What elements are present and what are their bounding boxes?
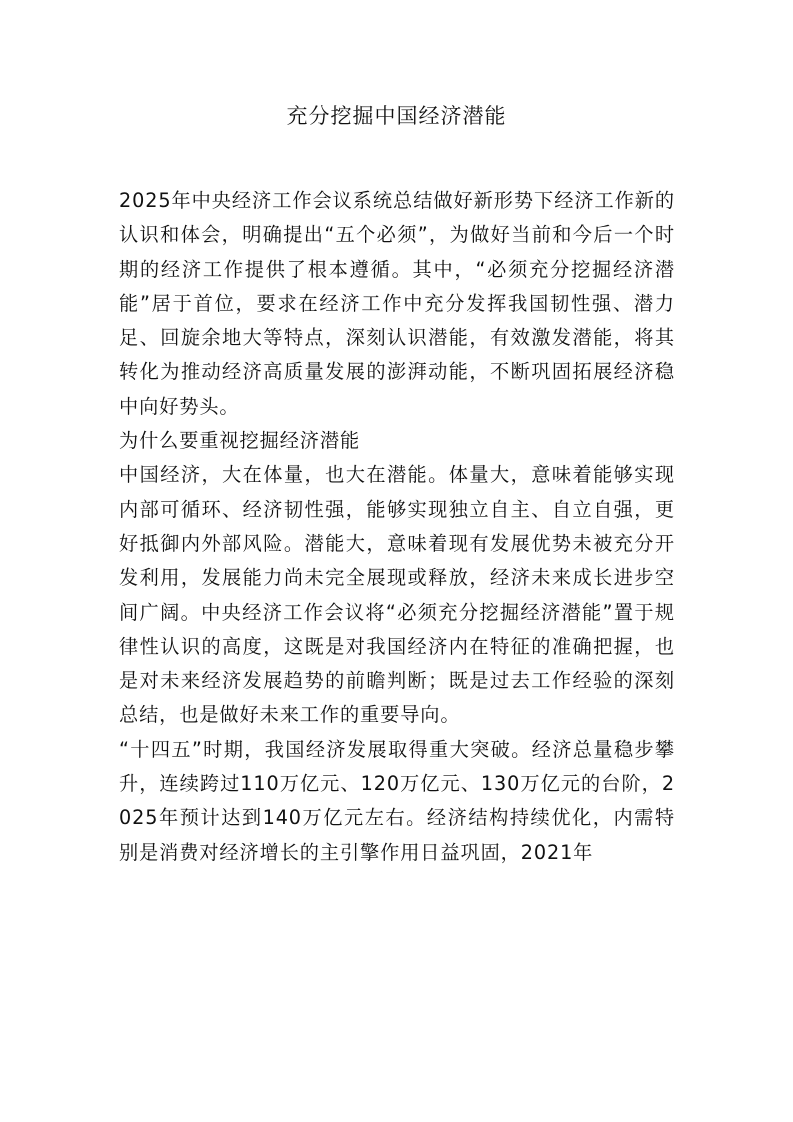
document-title: 充分挖掘中国经济潜能 — [286, 104, 507, 128]
paragraph-potential: 中国经济，大在体量，也大在潜能。体量大，意味着能够实现内部可循环、经济韧性强，能够实现独立自主、自立自强，更好抵御内外部风险。潜能大，意味着现有发展优势未被充分开发利用，发展能力尚未完全展现或释放，经济未来成长进步空间广阔。中央经济工作会议将“必须充分挖掘经济潜能”置于规律性认识的高度，这既是对我国经济内在特征的准确把握，也是对未来经济发展趋势的前瞻判断；既是过去工作经验的深刻总结，也是做好未来工作的重要导向。 — [119, 463, 675, 727]
paragraph-intro: 2025年中央经济工作会议系统总结做好新形势下经济工作新的认识和体会，明确提出“五个必须”，为做好当前和今后一个时期的经济工作提供了根本遵循。其中，“必须充分挖掘经济潜能”居于首位，要求在经济工作中充分发挥我国韧性强、潜力足、回旋余地大等特点，深刻认识潜能，有效激发潜能，将其转化为推动经济高质量发展的澎湃动能，不断巩固拓展经济稳中向好势头。 — [119, 189, 675, 418]
document-body — [119, 184, 675, 870]
paragraph-fourteenth-five-year: “十四五”时期，我国经济发展取得重大突破。经济总量稳步攀升，连续跨过110万亿元、120万亿元、130万亿元的台阶，2025年预计达到140万亿元左右。经济结构持续优化，内需特别是消费对经济增长的主引擎作用日益巩固，2021年 — [119, 737, 675, 864]
section-heading: 为什么要重视挖掘经济潜能 — [119, 429, 361, 453]
